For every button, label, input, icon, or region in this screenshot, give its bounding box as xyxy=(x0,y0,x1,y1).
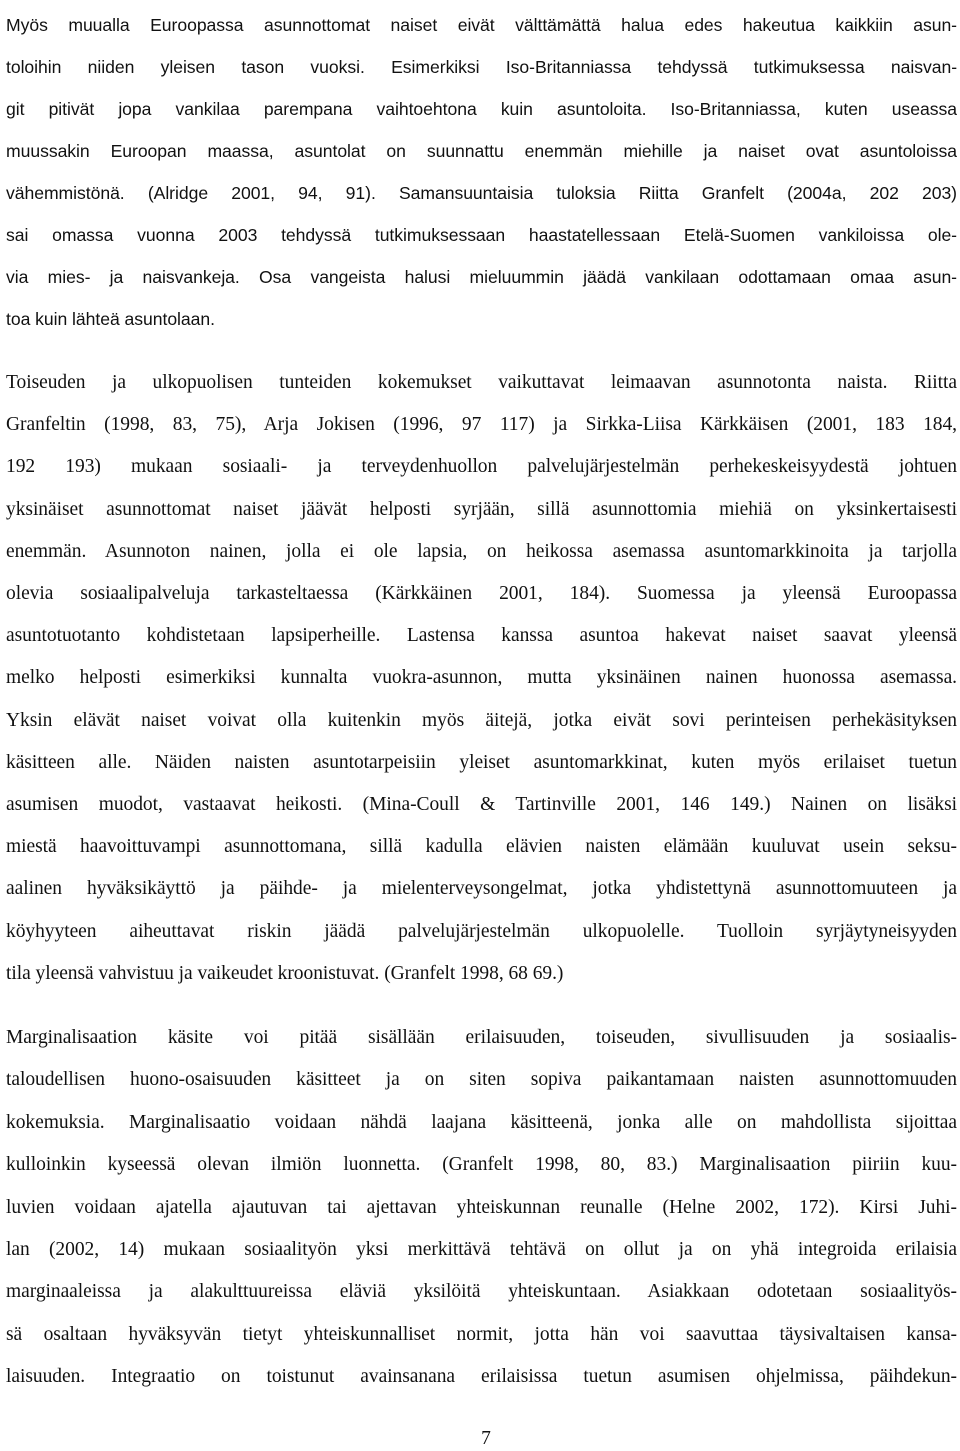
text-line: olevia sosiaalipalveluja tarkasteltaessa (Kärkkäinen 2001, 184). Suomessa ja yleensä Euroopassa xyxy=(6,583,957,605)
text-line: yksinäiset asunnottomat naiset jäävät helposti syrjään, sillä asunnottomia miehiä on yksinkertaisesti xyxy=(6,498,957,520)
text-line: käsitteen alle. Näiden naisten asuntotarpeisiin yleiset asuntomarkkinat, kuten myös erilaiset tuetun xyxy=(6,751,957,773)
text-line: muussakin Euroopan maassa, asuntolat on suunnattu enemmän miehille ja naiset ovat asuntoloissa xyxy=(6,141,957,161)
text-line: kulloinkin kyseessä olevan ilmiön luonnetta. (Granfelt 1998, 80, 83.) Marginalisaation piiriin kuu- xyxy=(6,1154,957,1176)
text-line: toloihin niiden yleisen tason vuoksi. Esimerkiksi Iso-Britanniassa tehdyssä tutkimuksessa naisvan- xyxy=(6,57,957,77)
text-line: asuntotuotanto kohdistetaan lapsiperheille. Lastensa kanssa asuntoa hakevat naiset saavat yleensä xyxy=(6,625,957,647)
text-line: taloudellisen huono-osaisuuden käsitteet ja on siten sopiva paikantamaan naisten asunnottomuuden xyxy=(6,1069,957,1091)
text-line: 192 193) mukaan sosiaali- ja terveydenhuollon palvelujärjestelmän perhekeskeisyydestä johtuen xyxy=(6,456,957,478)
text-line: aalinen hyväksikäyttö ja päihde- ja mielenterveysongelmat, jotka yhdistettynä asunnottomuuteen ja xyxy=(6,878,957,900)
text-line: sai omassa vuonna 2003 tehdyssä tutkimuksessaan haastatellessaan Etelä-Suomen vankiloissa ole- xyxy=(6,225,957,245)
text-line: köyhyyteen aiheuttavat riskin jäädä palvelujärjestelmän ulkopuolelle. Tuolloin syrjäytyneisyyden xyxy=(6,920,957,942)
text-line: sä osaltaan hyväksyvän tietyt yhteiskunnalliset normit, jotta hän voi saavuttaa täysivaltaisen kansa- xyxy=(6,1323,957,1345)
text-line: miestä haavoittuvampi asunnottomana, sillä kadulla elävien naisten elämään kuuluvat usein seksu- xyxy=(6,836,957,858)
text-line: Granfeltin (1998, 83, 75), Arja Jokisen (1996, 97 117) ja Sirkka-Liisa Kärkkäisen (2001, 183 184, xyxy=(6,414,957,436)
text-line: asumisen muodot, vastaavat heikosti. (Mina-Coull & Tartinville 2001, 146 149.) Nainen on lisäksi xyxy=(6,794,957,816)
text-line: Yksin elävät naiset voivat olla kuitenkin myös äitejä, jotka eivät sovi perinteisen perhekäsityksen xyxy=(6,709,957,731)
text-line: kokemuksia. Marginalisaatio voidaan nähdä laajana käsitteenä, jonka alle on mahdollista sijoittaa xyxy=(6,1111,957,1133)
text-line: luvien voidaan ajatella ajautuvan tai ajettavan yhteiskunnan reunalle (Helne 2002, 172). Kirsi Juhi- xyxy=(6,1196,957,1218)
paragraph-3 xyxy=(6,1017,957,1399)
paragraph-2 xyxy=(6,362,957,995)
page-number: 7 xyxy=(481,1428,491,1449)
text-line: laisuuden. Integraatio on toistunut avainsanana erilaisissa tuetun asumisen ohjelmissa, päihdekun- xyxy=(6,1366,957,1388)
text-line: enemmän. Asunnoton nainen, jolla ei ole lapsia, on heikossa asemassa asuntomarkkinoita ja tarjolla xyxy=(6,540,957,562)
text-line: git pitivät jopa vankilaa parempana vaihtoehtona kuin asuntoloita. Iso-Britanniassa, kuten useassa xyxy=(6,99,957,119)
text-line: Marginalisaation käsite voi pitää sisällään erilaisuuden, toiseuden, sivullisuuden ja sosiaalis- xyxy=(6,1027,957,1048)
text-line: vähemmistönä. (Alridge 2001, 94, 91). Samansuuntaisia tuloksia Riitta Granfelt (2004a, 202 203) xyxy=(6,183,957,203)
text-line: via mies- ja naisvankeja. Osa vangeista halusi mieluummin jäädä vankilaan odottamaan omaa asun- xyxy=(6,267,957,287)
paragraph-1 xyxy=(6,4,957,340)
text-line: lan (2002, 14) mukaan sosiaalityön yksi merkittävä tehtävä on ollut ja on yhä integroida erilaisia xyxy=(6,1239,957,1261)
text-line: toa kuin lähteä asuntolaan. xyxy=(6,309,215,329)
text-line: marginaaleissa ja alakulttuureissa eläviä yksilöitä yhteiskuntaan. Asiakkaan odotetaan sosiaalityös- xyxy=(6,1281,957,1303)
text-line: Myös muualla Euroopassa asunnottomat naiset eivät välttämättä halua edes hakeutua kaikkiin asun- xyxy=(6,15,957,35)
text-line: Toiseuden ja ulkopuolisen tunteiden kokemukset vaikuttavat leimaavan asunnotonta naista. Riitta xyxy=(6,372,957,393)
text-line: tila yleensä vahvistuu ja vaikeudet kroonistuvat. (Granfelt 1998, 68 69.) xyxy=(6,962,564,984)
document-page xyxy=(6,0,957,1451)
text-line: melko helposti esimerkiksi kunnalta vuokra-asunnon, mutta yksinäinen nainen huonossa asemassa. xyxy=(6,667,957,689)
